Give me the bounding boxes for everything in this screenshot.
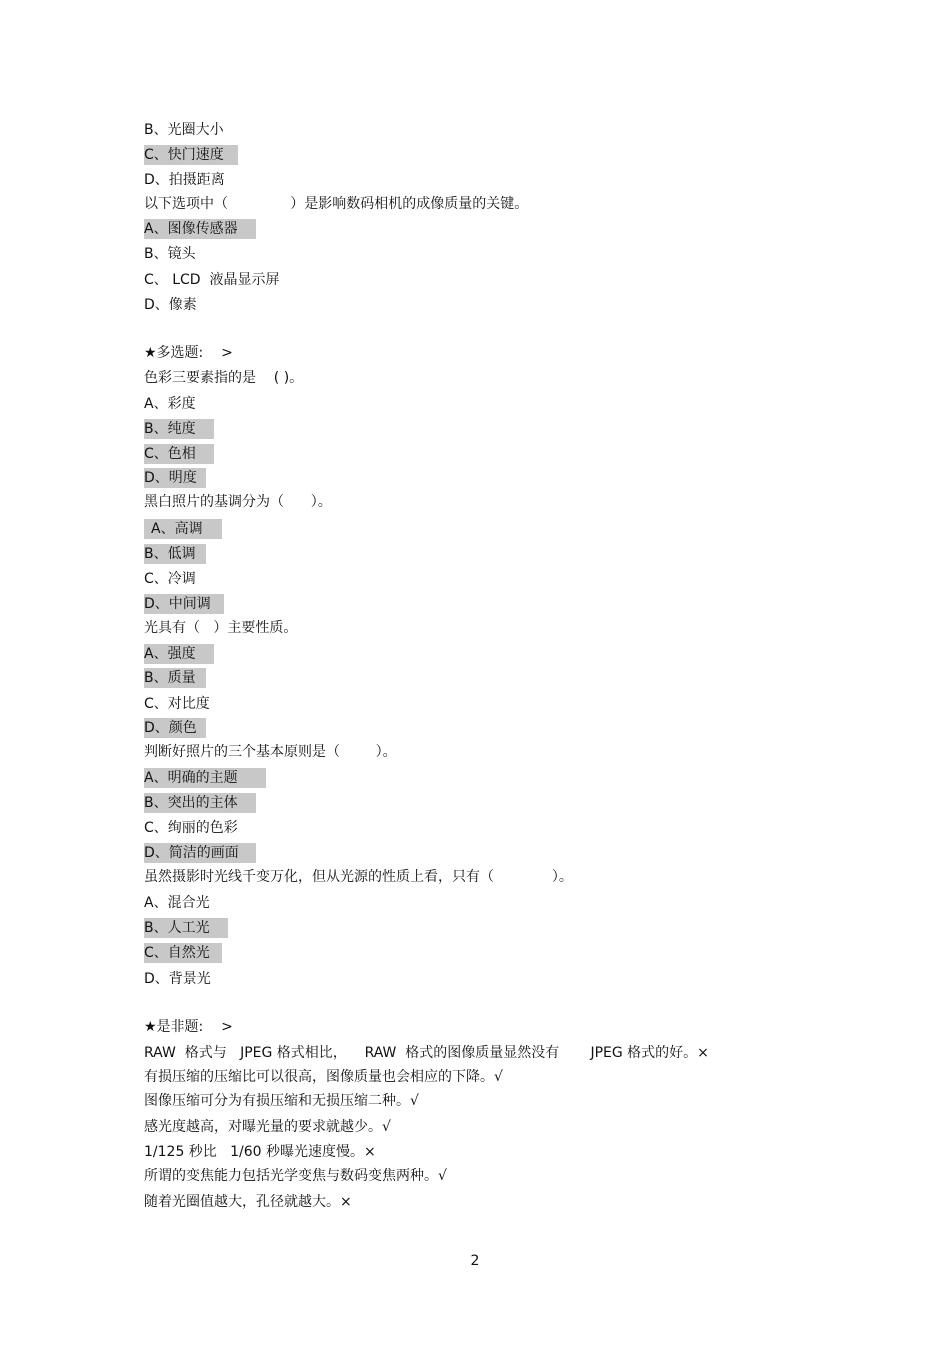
option-d-middle-key: D、中间调	[144, 594, 224, 614]
option-a-high-key: A、高调	[144, 519, 222, 539]
option-d-simple-frame: D、简洁的画面	[144, 843, 256, 863]
question-light-properties: 光具有（ ）主要性质。	[144, 620, 298, 636]
question-light-source-nature: 虽然摄影时光线千变万化，但从光源的性质上看，只有（ ）。	[144, 869, 573, 885]
question-good-photo-principles: 判断好照片的三个基本原则是（ ）。	[144, 744, 397, 760]
option-a-intensity: A、强度	[144, 644, 214, 664]
statement-compression-types: 图像压缩可分为有损压缩和无损压缩二种。√	[144, 1093, 419, 1109]
question-color-three-elements: 色彩三要素指的是 ( )。	[144, 370, 304, 386]
option-d-pixels: D、像素	[144, 297, 197, 313]
option-b-quality: B、质量	[144, 668, 206, 688]
option-b-purity: B、纯度	[144, 419, 214, 439]
question-bw-key-tones: 黑白照片的基调分为（ ）。	[144, 494, 332, 510]
option-d-brightness: D、明度	[144, 468, 206, 488]
option-a-image-sensor: A、图像传感器	[144, 219, 256, 239]
section-heading-true-false: ★是非题: >	[144, 1019, 233, 1035]
statement-lossy-compression: 有损压缩的压缩比可以很高，图像质量也会相应的下降。√	[144, 1069, 503, 1085]
statement-iso-exposure: 感光度越高，对曝光量的要求就越少。√	[144, 1119, 391, 1135]
option-d-color: D、颜色	[144, 718, 206, 738]
page-number: 2	[470, 1253, 480, 1269]
option-d-distance: D、拍摄距离	[144, 172, 225, 188]
question-image-quality-key: 以下选项中（ ）是影响数码相机的成像质量的关键。	[144, 196, 529, 212]
option-d-background-light: D、背景光	[144, 971, 211, 987]
statement-aperture-value: 随着光圈值越大，孔径就越大。×	[144, 1194, 352, 1210]
option-a-chroma: A、彩度	[144, 396, 196, 412]
statement-raw-vs-jpeg: RAW 格式与 JPEG 格式相比， RAW 格式的图像质量显然没有 JPEG 格式的好。×	[144, 1045, 709, 1061]
statement-shutter-comparison: 1/125 秒比 1/60 秒曝光速度慢。×	[144, 1144, 376, 1160]
option-c-cool-tone: C、冷调	[144, 571, 196, 587]
option-b-lens: B、镜头	[144, 246, 196, 262]
section-heading-multiple-choice: ★多选题: >	[144, 345, 233, 361]
option-b-artificial-light: B、人工光	[144, 918, 228, 938]
statement-zoom-types: 所谓的变焦能力包括光学变焦与数码变焦两种。√	[144, 1168, 447, 1184]
option-b-aperture: B、光圈大小	[144, 122, 224, 138]
option-c-bright-colors: C、绚丽的色彩	[144, 820, 238, 836]
option-c-contrast: C、对比度	[144, 696, 210, 712]
option-c-hue: C、色相	[144, 444, 214, 464]
option-b-low-key: B、低调	[144, 544, 206, 564]
option-b-prominent-subject: B、突出的主体	[144, 793, 256, 813]
option-a-mixed-light: A、混合光	[144, 895, 210, 911]
option-a-clear-theme: A、明确的主题	[144, 768, 266, 788]
option-c-shutter-speed: C、快门速度	[144, 145, 238, 165]
option-c-natural-light: C、自然光	[144, 943, 222, 963]
option-c-lcd: C、 LCD 液晶显示屏	[144, 272, 280, 288]
